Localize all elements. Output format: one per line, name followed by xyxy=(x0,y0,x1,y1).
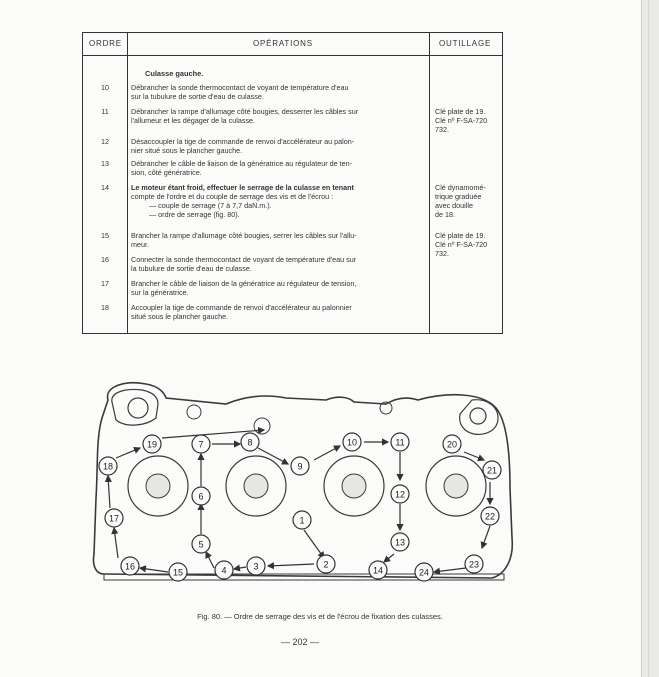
bolt-label-11: 11 xyxy=(395,437,405,448)
operation-line: Accoupler la tige de commande de renvoi d'accélérateur au palonnier xyxy=(131,303,352,312)
row-order-number: 11 xyxy=(101,107,109,116)
operation-line: sur la génératrice. xyxy=(131,288,189,297)
tooling-line: avec douille xyxy=(435,201,473,210)
bolt-label-4: 4 xyxy=(221,565,227,576)
operation-line: la tubulure de sortie d'eau de culasse. xyxy=(131,264,252,273)
bolt-label-3: 3 xyxy=(253,561,259,572)
row-operation-text xyxy=(131,183,429,219)
row-order-number: 15 xyxy=(101,231,109,240)
operation-line: sion, côté génératrice. xyxy=(131,168,202,177)
operation-line: — ordre de serrage (fig. 80). xyxy=(149,210,240,219)
mounting-hole xyxy=(254,418,270,434)
operation-line: Débrancher la rampe d'allumage côté bougies, desserrer les câbles sur xyxy=(131,107,359,116)
operation-line: meur. xyxy=(131,240,149,249)
bolt-label-2: 2 xyxy=(323,559,329,570)
row-tooling xyxy=(435,107,501,134)
tooling-line: 732. xyxy=(435,125,449,134)
bolt-label-14: 14 xyxy=(372,565,384,576)
bolt-label-12: 12 xyxy=(394,489,406,500)
operation-line: Désaccoupler la tige de commande de renvoi d'accélérateur au palon- xyxy=(131,137,355,146)
row-tooling xyxy=(435,231,501,258)
sequence-arrow-16-17 xyxy=(114,528,118,558)
operation-line: Débrancher la sonde thermocontact de voyant de température d'eau xyxy=(131,83,349,92)
bolt-label-23: 23 xyxy=(468,559,480,570)
sequence-arrow-22-23 xyxy=(482,526,490,548)
operation-line: situé sous le plancher gauche. xyxy=(131,312,229,321)
row-order-number: 17 xyxy=(101,279,109,288)
mounting-hole xyxy=(187,405,201,419)
operation-line: sur la tubulure de sortie d'eau de culasse. xyxy=(131,92,264,101)
sequence-arrow-15-16 xyxy=(140,568,168,572)
bolt-label-24: 24 xyxy=(418,567,430,578)
bolt-label-8: 8 xyxy=(247,437,253,448)
sequence-arrow-13-14 xyxy=(384,554,394,562)
combustion-chamber-1-port xyxy=(146,474,170,498)
sequence-arrow-23-24 xyxy=(434,568,466,572)
operation-line: Brancher le câble de liaison de la génératrice au régulateur de tension, xyxy=(131,279,357,288)
row-order-number: 14 xyxy=(101,183,109,192)
combustion-chamber-4-port xyxy=(444,474,468,498)
bolt-label-1: 1 xyxy=(299,515,305,526)
operation-line: l'allumeur et les dégager de la culasse. xyxy=(131,116,256,125)
bolt-label-19: 19 xyxy=(146,439,158,450)
sequence-arrow-1-2 xyxy=(304,530,324,558)
bolt-label-6: 6 xyxy=(198,491,204,502)
row-order-number: 10 xyxy=(101,83,109,92)
operation-line: Le moteur étant froid, effectuer le serrage de la culasse en tenant xyxy=(131,183,354,192)
row-order-number: 13 xyxy=(101,159,109,168)
sequence-arrow-17-18 xyxy=(108,476,110,508)
combustion-chamber-2-port xyxy=(244,474,268,498)
operation-line: Brancher la rampe d'allumage côté bougies, serrer les câbles sur l'allu- xyxy=(131,231,357,240)
column-divider-ordre xyxy=(127,33,128,333)
tooling-line: 732. xyxy=(435,249,449,258)
bolt-label-10: 10 xyxy=(346,437,358,448)
sequence-arrow-20-21 xyxy=(464,452,484,460)
tooling-line: Clé plate de 19. xyxy=(435,231,486,240)
column-divider-outillage xyxy=(429,33,430,333)
row-tooling xyxy=(435,183,501,219)
row-operation-text xyxy=(131,137,429,155)
figure-caption: Fig. 80. — Ordre de serrage des vis et de l'écrou de fixation des culasses. xyxy=(197,612,443,621)
row-operation-text xyxy=(131,255,429,273)
row-operation-text xyxy=(131,83,429,101)
bolt-label-17: 17 xyxy=(108,513,120,524)
tooling-line: Clé plate de 19. xyxy=(435,107,486,116)
sequence-arrow-9-10 xyxy=(314,446,340,460)
operations-table xyxy=(82,32,503,334)
operation-line: — couple de serrage (7 à 7,7 daN.m.). xyxy=(149,201,272,210)
operation-line: nier situé sous le plancher gauche. xyxy=(131,146,243,155)
operation-line: Connecter la sonde thermocontact de voyant de température d'eau sur xyxy=(131,255,357,264)
mounting-hole xyxy=(128,398,148,418)
bolt-label-7: 7 xyxy=(198,439,204,450)
bolt-label-16: 16 xyxy=(124,561,136,572)
row-operation-text xyxy=(131,231,429,249)
row-order-number: 16 xyxy=(101,255,109,264)
page-number: — 202 — xyxy=(280,637,320,647)
row-operation-text xyxy=(131,279,429,297)
book-page-edge xyxy=(641,0,659,677)
operation-line: Débrancher le câble de liaison de la génératrice au régulateur de ten- xyxy=(131,159,352,168)
bolt-label-5: 5 xyxy=(198,539,204,550)
bolt-label-22: 22 xyxy=(484,511,496,522)
row-operation-text xyxy=(131,303,429,321)
tooling-line: Clé nº F-SA-720 xyxy=(435,240,488,249)
operation-line: compte de l'ordre et du couple de serrage des vis et de l'écrou : xyxy=(131,192,334,201)
bolt-label-9: 9 xyxy=(297,461,303,472)
header-outillage: OUTILLAGE xyxy=(439,39,492,48)
table-header-divider xyxy=(83,55,502,56)
cylinder-head-diagram xyxy=(86,378,522,608)
row-operation-text xyxy=(131,159,429,177)
bolt-label-13: 13 xyxy=(394,537,406,548)
tooling-line: Clé nº F-SA-720 xyxy=(435,116,488,125)
sequence-arrow-2-3 xyxy=(268,564,314,566)
tooling-line: de 18. xyxy=(435,210,455,219)
tooling-line: Clé dynamomé- xyxy=(435,183,486,192)
row-order-number: 12 xyxy=(101,137,109,146)
sequence-arrow-18-19 xyxy=(116,448,140,458)
combustion-chamber-3-port xyxy=(342,474,366,498)
row-operation-text xyxy=(131,107,429,125)
bolt-label-20: 20 xyxy=(446,439,458,450)
header-ordre: ORDRE xyxy=(89,39,122,48)
bolt-label-21: 21 xyxy=(486,465,498,476)
row-order-number: 18 xyxy=(101,303,109,312)
bolt-label-15: 15 xyxy=(172,567,184,578)
sequence-arrow-4-5 xyxy=(206,552,214,568)
sequence-arrow-3-4 xyxy=(234,567,246,569)
tooling-line: trique graduée xyxy=(435,192,482,201)
bolt-label-18: 18 xyxy=(102,461,114,472)
header-operations: OPÉRATIONS xyxy=(253,39,313,48)
section-title: Culasse gauche. xyxy=(145,69,204,78)
mounting-hole xyxy=(470,408,486,424)
